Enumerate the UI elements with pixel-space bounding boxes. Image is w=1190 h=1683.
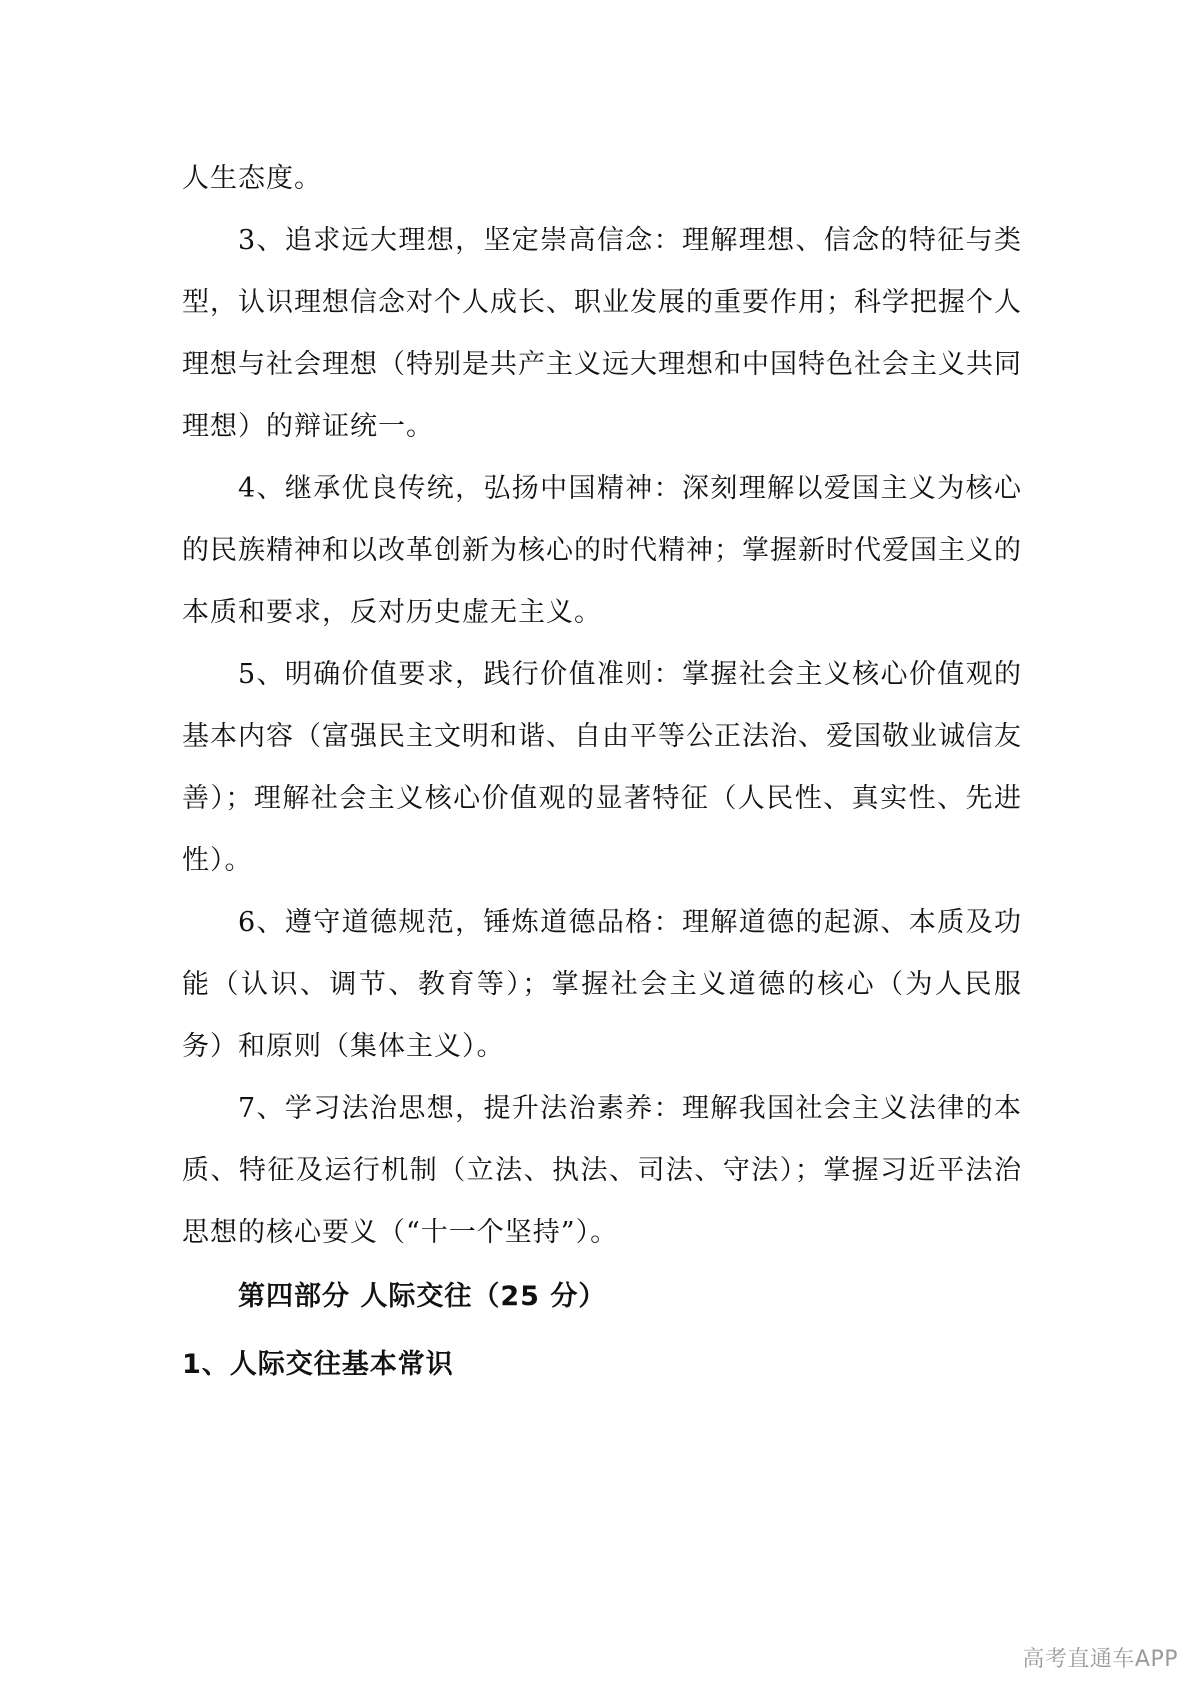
section-heading: 1、人际交往基本常识 xyxy=(182,1349,454,1380)
part-heading: 第四部分 人际交往（25 分） xyxy=(238,1281,607,1312)
app-watermark: 高考直通车APP xyxy=(1022,1647,1178,1672)
paragraph-item-5: 5、明确价值要求，践行价值准则：掌握社会主义核心价值观的基本内容（富强民主文明和谐、自由平等公正法治、爱国敬业诚信友善）；理解社会主义核心价值观的显著特征（人民性、真实性、先进性）。 xyxy=(182,659,1022,876)
paragraph-item-4: 4、继承优良传统，弘扬中国精神：深刻理解以爱国主义为核心的民族精神和以改革创新为核心的时代精神；掌握新时代爱国主义的本质和要求，反对历史虚无主义。 xyxy=(182,473,1022,628)
paragraph-continuation: 人生态度。 xyxy=(182,163,322,194)
paragraph-item-6: 6、遵守道德规范，锤炼道德品格：理解道德的起源、本质及功能（认识、调节、教育等）；掌握社会主义道德的核心（为人民服务）和原则（集体主义）。 xyxy=(182,907,1022,1062)
document-body xyxy=(182,148,1022,1396)
paragraph-item-3: 3、追求远大理想，坚定崇高信念：理解理想、信念的特征与类型，认识理想信念对个人成长、职业发展的重要作用；科学把握个人理想与社会理想（特别是共产主义远大理想和中国特色社会主义共同理想）的辩证统一。 xyxy=(182,225,1022,442)
paragraph-item-7: 7、学习法治思想，提升法治素养：理解我国社会主义法律的本质、特征及运行机制（立法、执法、司法、守法）；掌握习近平法治思想的核心要义（“十一个坚持”）。 xyxy=(182,1093,1022,1248)
